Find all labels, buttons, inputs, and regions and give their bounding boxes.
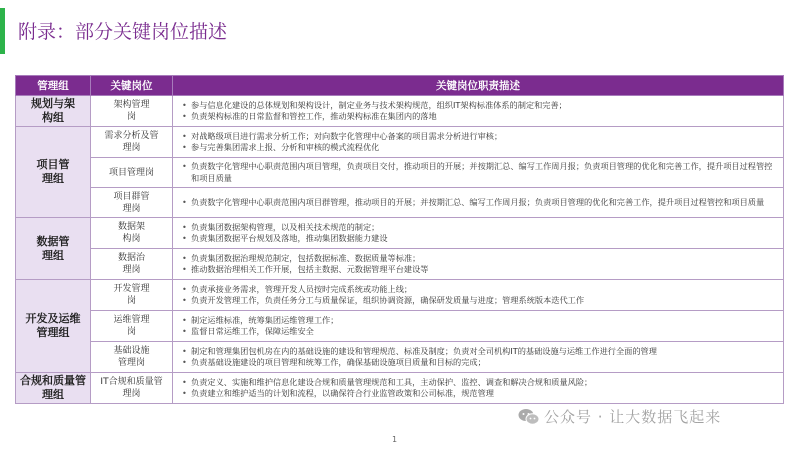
duties-cell xyxy=(173,373,784,404)
position-cell xyxy=(91,342,173,373)
group-label: 合规和质量管理组 xyxy=(20,374,86,401)
position-label: 数据治理岗 xyxy=(117,253,145,275)
position-label: 项目管理岗 xyxy=(108,167,154,178)
duty-item: • 推动数据治理相关工作开展，包括主数据、元数据管理平台建设等 xyxy=(191,264,779,276)
duties-cell xyxy=(173,96,784,127)
group-cell-project xyxy=(16,127,91,218)
duty-item: • 负责数字化管理中心职责范围内项目群管理，推动项目的开展；并按期汇总、编写工作周月报；负责项目管理的优化和完善工作，提升项目过程管控和项目质量 xyxy=(191,197,779,209)
position-label: 基础设施管理岗 xyxy=(113,346,150,368)
group-label: 开发及运维管理组 xyxy=(25,312,81,339)
duty-item: • 负责承接业务需求，管理开发人员按时完成系统或功能上线； xyxy=(191,284,779,296)
header-duties: 关键岗位职责描述 xyxy=(173,76,784,96)
position-label: IT合规和质量管理岗 xyxy=(100,377,163,399)
wechat-icon xyxy=(518,408,540,426)
duties-cell xyxy=(173,127,784,158)
header-position: 关键岗位 xyxy=(91,76,173,96)
table-row xyxy=(16,280,784,311)
duty-item: • 负责开发管理工作，负责任务分工与质量保证，组织协调资源，确保研发质量与进度；管理系统版本迭代工作 xyxy=(191,295,779,307)
table-row xyxy=(16,188,784,218)
duties-cell xyxy=(173,249,784,280)
table-header-row xyxy=(16,76,784,96)
table-row xyxy=(16,127,784,158)
position-cell xyxy=(91,127,173,158)
duties-cell xyxy=(173,280,784,311)
position-label: 需求分析及管理岗 xyxy=(104,131,159,153)
position-cell xyxy=(91,373,173,404)
watermark xyxy=(518,406,721,427)
duties-cell xyxy=(173,188,784,218)
duties-cell xyxy=(173,342,784,373)
duties-cell xyxy=(173,218,784,249)
position-label: 数据架构岗 xyxy=(117,222,145,244)
duty-item: • 负责集团数据架构管理，以及相关技术规范的制定； xyxy=(191,222,779,234)
table-row xyxy=(16,218,784,249)
group-label: 项目管理组 xyxy=(36,158,70,185)
group-cell-data xyxy=(16,218,91,280)
duty-item: • 负责定义、实施和维护信息化建设合规和质量管理规范和工具，主动保护、监控、调查和解决合规和质量风险； xyxy=(191,377,779,389)
position-cell xyxy=(91,280,173,311)
duty-item: • 负责架构标准的日常监督和管控工作，推动架构标准在集团内的落地 xyxy=(191,111,779,123)
table-row xyxy=(16,373,784,404)
duty-item: • 参与完善集团需求上报、分析和审核的模式流程优化 xyxy=(191,142,779,154)
duty-item: • 参与信息化建设的总体规划和架构设计，制定业务与技术架构规范，组织IT架构标准体系的制定和完善； xyxy=(191,100,779,112)
duty-item: • 负责数字化管理中心职责范围内项目管理，负责项目交付，推动项目的开展；并按期汇总、编写工作周月报；负责项目管理的优化和完善工作，提升项目过程管控和项目质量 xyxy=(191,161,779,184)
position-label: 架构管理岗 xyxy=(113,100,150,122)
position-cell xyxy=(91,158,173,188)
table-row xyxy=(16,158,784,188)
duty-item: • 负责建立和维护适当的计划和流程，以确保符合行业监管政策和公司标准，规范管理 xyxy=(191,388,779,400)
duty-item: • 监督日常运维工作，保障运维安全 xyxy=(191,326,779,338)
page-title: 附录：部分关键岗位描述 xyxy=(18,20,228,43)
roles-table xyxy=(15,75,784,404)
duty-item: • 负责集团数据平台规划及落地，推动集团数据能力建设 xyxy=(191,233,779,245)
group-cell-compliance xyxy=(16,373,91,404)
watermark-text: 公众号 · 让大数据飞起来 xyxy=(544,408,722,426)
group-label: 数据管理组 xyxy=(36,234,70,262)
position-label: 运维管理岗 xyxy=(113,315,150,337)
duty-item: • 制定运维标准，统筹集团运维管理工作； xyxy=(191,315,779,327)
position-label: 项目群管理岗 xyxy=(113,191,150,214)
group-cell-planning xyxy=(16,96,91,127)
table-row xyxy=(16,249,784,280)
duty-item: • 制定和管理集团包机房在内的基础设施的建设和管理规范、标准及制度；负责对全司机构IT的基础设施与运维工作进行全面的管理 xyxy=(191,346,779,358)
duty-item: • 负责集团数据治理规范制定，包括数据标准、数据质量等标准； xyxy=(191,253,779,265)
position-cell xyxy=(91,188,173,218)
duty-item: • 对战略级项目进行需求分析工作；对向数字化管理中心备案的项目需求分析进行审核； xyxy=(191,131,779,143)
page-number: 1 xyxy=(392,435,398,444)
group-label: 规划与架构组 xyxy=(31,97,75,124)
table-row xyxy=(16,96,784,127)
position-cell xyxy=(91,96,173,127)
position-cell xyxy=(91,311,173,342)
duties-cell xyxy=(173,158,784,188)
position-label: 开发管理岗 xyxy=(113,284,150,306)
position-cell xyxy=(91,218,173,249)
table-row xyxy=(16,342,784,373)
table-row xyxy=(16,311,784,342)
position-cell xyxy=(91,249,173,280)
header-group: 管理组 xyxy=(16,76,91,96)
duties-cell xyxy=(173,311,784,342)
group-cell-devops xyxy=(16,280,91,373)
accent-bar xyxy=(0,8,5,54)
duty-item: • 负责基础设施建设的项目管理和统筹工作，确保基础设施项目质量和目标的完成； xyxy=(191,357,779,369)
